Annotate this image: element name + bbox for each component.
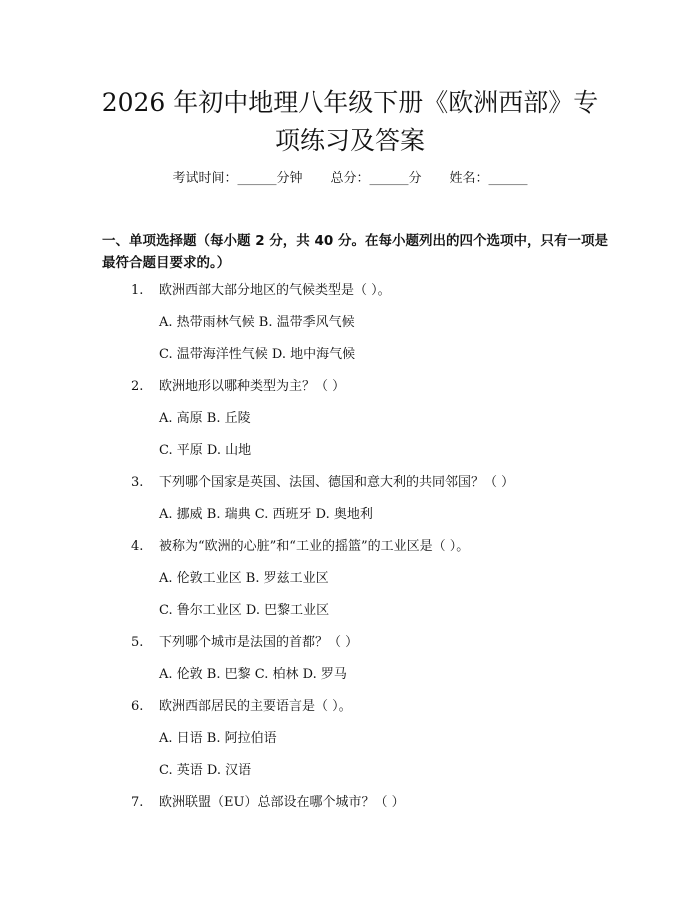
document-title <box>60 84 640 160</box>
question-text: 欧洲联盟（EU）总部设在哪个城市？（ ） <box>159 795 405 810</box>
question-2 <box>131 378 345 396</box>
question-5-options-line-1: A. 伦敦 B. 巴黎 C. 柏林 D. 罗马 <box>159 667 347 682</box>
question-6 <box>131 698 352 716</box>
question-3-options-line-1: A. 挪威 B. 瑞典 C. 西班牙 D. 奥地利 <box>159 507 373 522</box>
question-number: 7. <box>131 795 144 810</box>
question-number: 5. <box>131 635 144 650</box>
question-text: 欧洲地形以哪种类型为主？（ ） <box>159 379 346 394</box>
question-text: 下列哪个国家是英国、法国、德国和意大利的共同邻国？（ ） <box>159 475 515 490</box>
question-number: 1. <box>131 283 144 298</box>
question-1-options-line-2: C. 温带海洋性气候 D. 地中海气候 <box>159 347 356 362</box>
question-number: 3. <box>131 475 144 490</box>
question-number: 2. <box>131 379 144 394</box>
section-heading: 一、单项选择题（每小题 2 分，共 40 分。在每小题列出的四个选项中，只有一项是最符合题目要求的。） <box>102 233 608 271</box>
question-2-options-line-2: C. 平原 D. 山地 <box>159 443 252 458</box>
student-name-label: 姓名：______ <box>449 171 528 186</box>
question-text: 被称为“欧洲的心脏”和“工业的摇篮”的工业区是（ ）。 <box>159 539 470 554</box>
total-score-label: 总分：______分 <box>330 171 422 186</box>
question-number: 6. <box>131 699 144 714</box>
question-4 <box>131 538 469 556</box>
question-text: 欧洲西部大部分地区的气候类型是（ ）。 <box>159 283 391 298</box>
title-line-1: 2026 年初中地理八年级下册《欧洲西部》专 <box>101 88 599 117</box>
question-5 <box>131 634 358 652</box>
exam-meta <box>0 170 700 188</box>
question-6-options-line-1: A. 日语 B. 阿拉伯语 <box>159 731 277 746</box>
question-number: 4. <box>131 539 144 554</box>
question-3 <box>131 474 514 492</box>
exam-time-label: 考试时间：______分钟 <box>172 171 303 186</box>
question-1-options-line-1: A. 热带雨林气候 B. 温带季风气候 <box>159 315 355 330</box>
question-4-options-line-1: A. 伦敦工业区 B. 罗兹工业区 <box>159 571 329 586</box>
question-2-options-line-1: A. 高原 B. 丘陵 <box>159 411 251 426</box>
question-6-options-line-2: C. 英语 D. 汉语 <box>159 763 252 778</box>
question-4-options-line-2: C. 鲁尔工业区 D. 巴黎工业区 <box>159 603 330 618</box>
question-text: 欧洲西部居民的主要语言是（ ）。 <box>159 699 352 714</box>
question-1 <box>131 282 391 300</box>
title-line-2: 项练习及答案 <box>274 126 425 155</box>
question-7 <box>131 794 405 812</box>
question-text: 下列哪个城市是法国的首都？（ ） <box>159 635 359 650</box>
